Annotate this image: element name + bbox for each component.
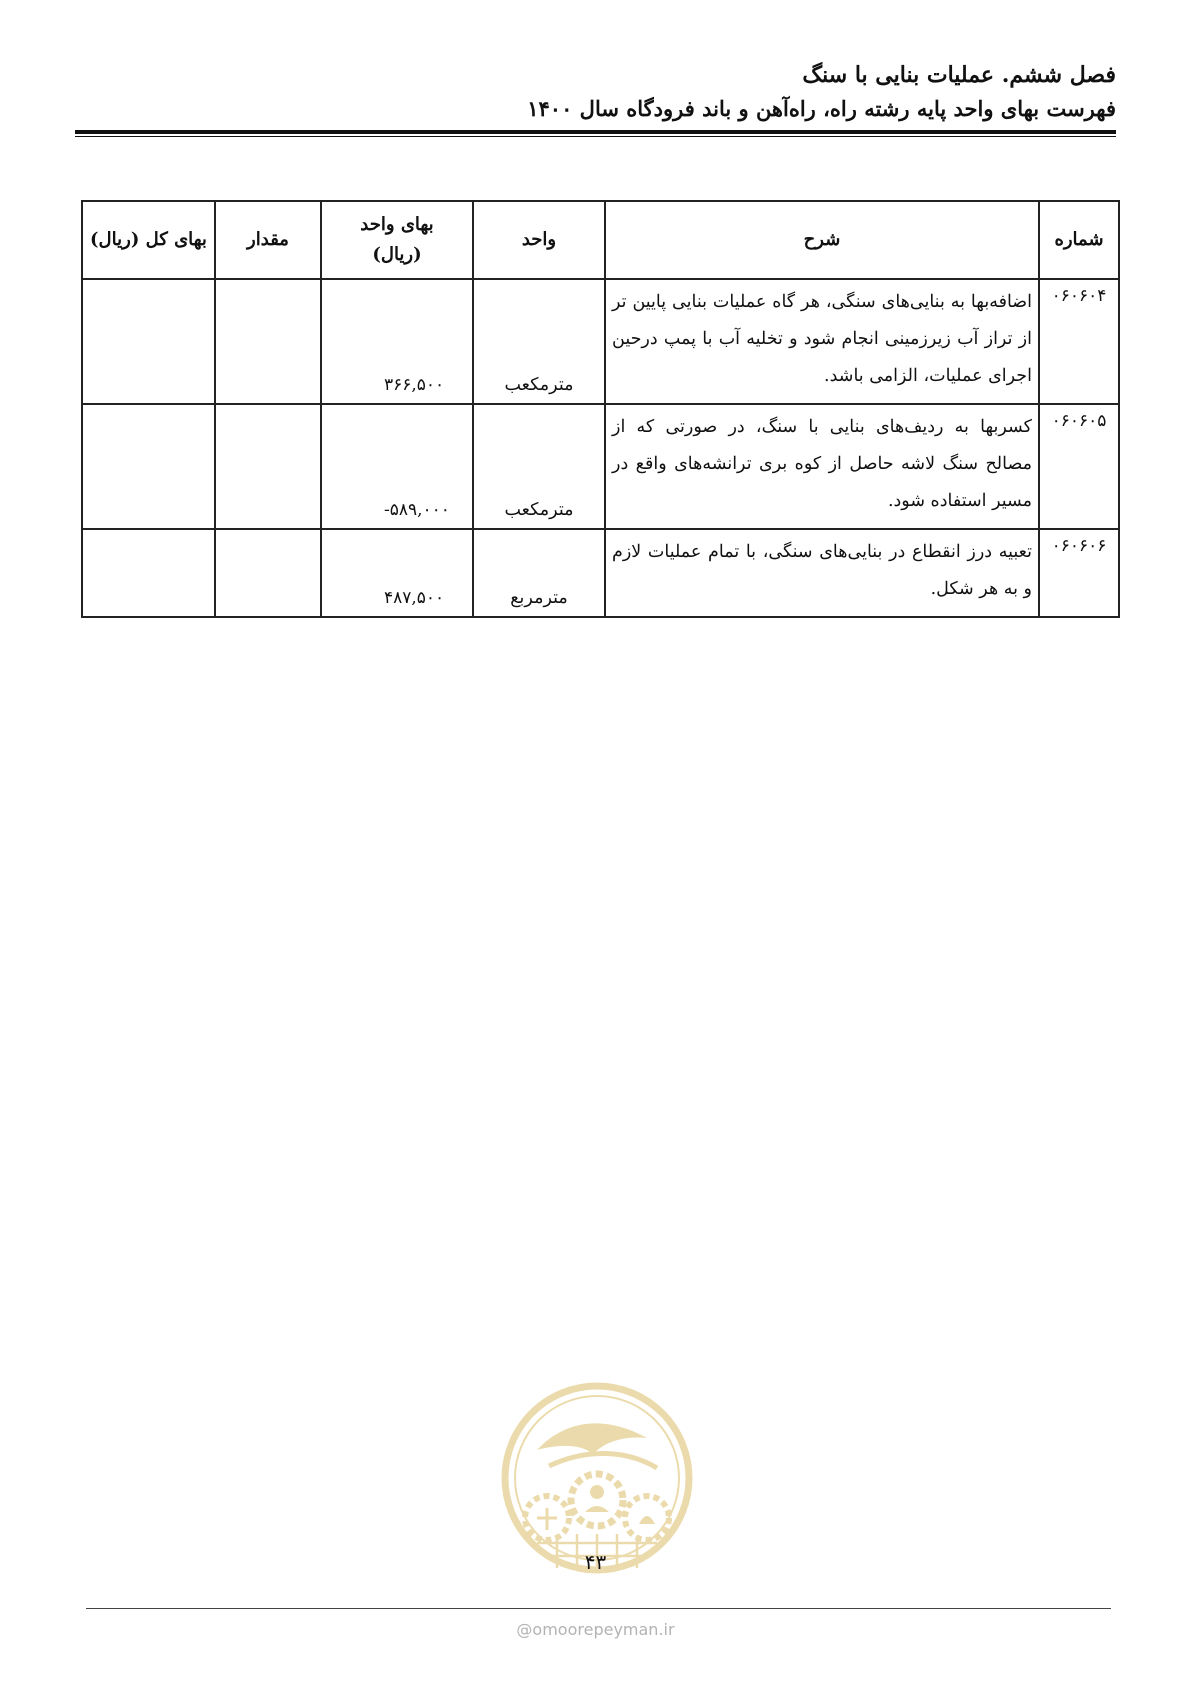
column-header-unit-price-line2: (ریال) — [372, 244, 422, 265]
row-number: ۰۶۰۶۰۶ — [1039, 529, 1119, 617]
row-total-price — [82, 404, 215, 529]
column-header-unit-price-line1: بهای واحد — [360, 214, 434, 235]
page-header — [66, 58, 1116, 126]
column-header-unit-price — [321, 201, 473, 279]
column-header-unit: واحد — [473, 201, 605, 279]
column-header-description: شرح — [605, 201, 1039, 279]
row-unit: مترمکعب — [473, 404, 605, 529]
row-unit-price: -۵۸۹,۰۰۰ — [321, 404, 473, 529]
column-header-number: شماره — [1039, 201, 1119, 279]
table-row — [82, 529, 1119, 617]
table-row — [82, 404, 1119, 529]
catalog-title: فهرست بهای واحد پایه رشته راه، راه‌آهن و باند فرودگاه سال ۱۴۰۰ — [527, 96, 1116, 121]
row-description: تعبیه درز انقطاع در بنایی‌های سنگی، با تمام عملیات لازم و به هر شکل. — [605, 529, 1039, 617]
row-total-price — [82, 279, 215, 404]
row-number: ۰۶۰۶۰۵ — [1039, 404, 1119, 529]
price-list-table — [81, 200, 1120, 618]
row-unit-price: ۳۶۶,۵۰۰ — [321, 279, 473, 404]
header-rule-thick — [75, 130, 1116, 134]
seal-logo-icon — [497, 1378, 697, 1578]
row-total-price — [82, 529, 215, 617]
column-header-quantity: مقدار — [215, 201, 321, 279]
row-unit: مترمکعب — [473, 279, 605, 404]
page-number: ۴۳ — [584, 1550, 607, 1574]
row-number: ۰۶۰۶۰۴ — [1039, 279, 1119, 404]
footer-rule — [86, 1608, 1111, 1609]
watermark-text: @omoorepeyman.ir — [516, 1620, 675, 1639]
row-unit: مترمربع — [473, 529, 605, 617]
row-quantity — [215, 404, 321, 529]
row-description: اضافه‌بها به بنایی‌های سنگی، هر گاه عملیات بنایی پایین تر از تراز آب زیرزمینی انجام شود و تخلیه آب با پمپ درحین اجرای عملیات، الزامی باشد. — [605, 279, 1039, 404]
chapter-title: فصل ششم. عملیات بنایی با سنگ — [802, 62, 1116, 88]
row-description: کسربها به ردیف‌های بنایی با سنگ، در صورتی که از مصالح سنگ لاشه حاصل از کوه بری ترانشه‌های واقع در مسیر استفاده شود. — [605, 404, 1039, 529]
table-row — [82, 279, 1119, 404]
row-unit-price: ۴۸۷,۵۰۰ — [321, 529, 473, 617]
header-rule-thin — [75, 136, 1116, 137]
table-header-row — [82, 201, 1119, 279]
column-header-total-price: بهای کل (ریال) — [82, 201, 215, 279]
row-quantity — [215, 279, 321, 404]
row-quantity — [215, 529, 321, 617]
